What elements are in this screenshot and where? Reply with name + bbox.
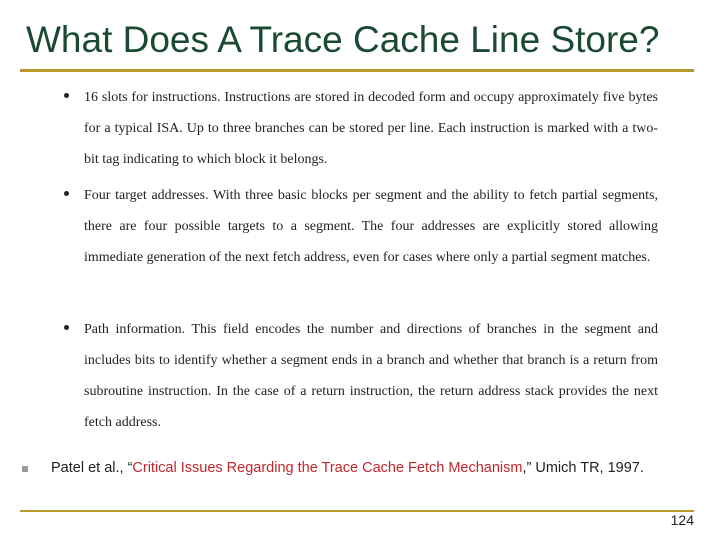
title-divider (20, 69, 694, 72)
bullet-icon (64, 93, 69, 98)
excerpt-item-text: Path information. This field encodes the number and directions of branches in the segment and includes bits to identify whether a segment ends in a branch and whether that branch is a return from subroutine instruction. In the case of a return instruction, the return address stack provides the next fetch address. (84, 322, 658, 430)
page-number: 124 (670, 512, 694, 528)
square-bullet-icon (22, 466, 28, 472)
bullet-icon (64, 191, 69, 196)
reference-suffix: ,” Umich TR, 1997. (522, 460, 644, 476)
excerpt-item (64, 314, 658, 432)
footer-divider (20, 510, 694, 512)
excerpt-item-text: 16 slots for instructions. Instructions are stored in decoded form and occupy approximately five bytes for a typical ISA. Up to three branches can be stored per line. Each instruction is marked with a two-bit tag indicating to which block it belongs. (84, 90, 658, 167)
reference-prefix: Patel et al., “ (51, 460, 133, 476)
slide-title: What Does A Trace Cache Line Store? (26, 19, 660, 60)
paper-excerpt-image (64, 74, 664, 432)
reference (22, 458, 662, 479)
bullet-icon (64, 325, 69, 330)
reference-text (51, 458, 662, 479)
excerpt-item (64, 82, 658, 175)
excerpt-item (64, 180, 658, 273)
reference-link[interactable]: Critical Issues Regarding the Trace Cache Fetch Mechanism (132, 460, 523, 476)
excerpt-item-text: Four target addresses. With three basic blocks per segment and the ability to fetch partial segments, there are four possible targets to a segment. The four addresses are explicitly stored allowing immediate generation of the next fetch address, even for cases where only a partial segment matches. (84, 188, 658, 265)
